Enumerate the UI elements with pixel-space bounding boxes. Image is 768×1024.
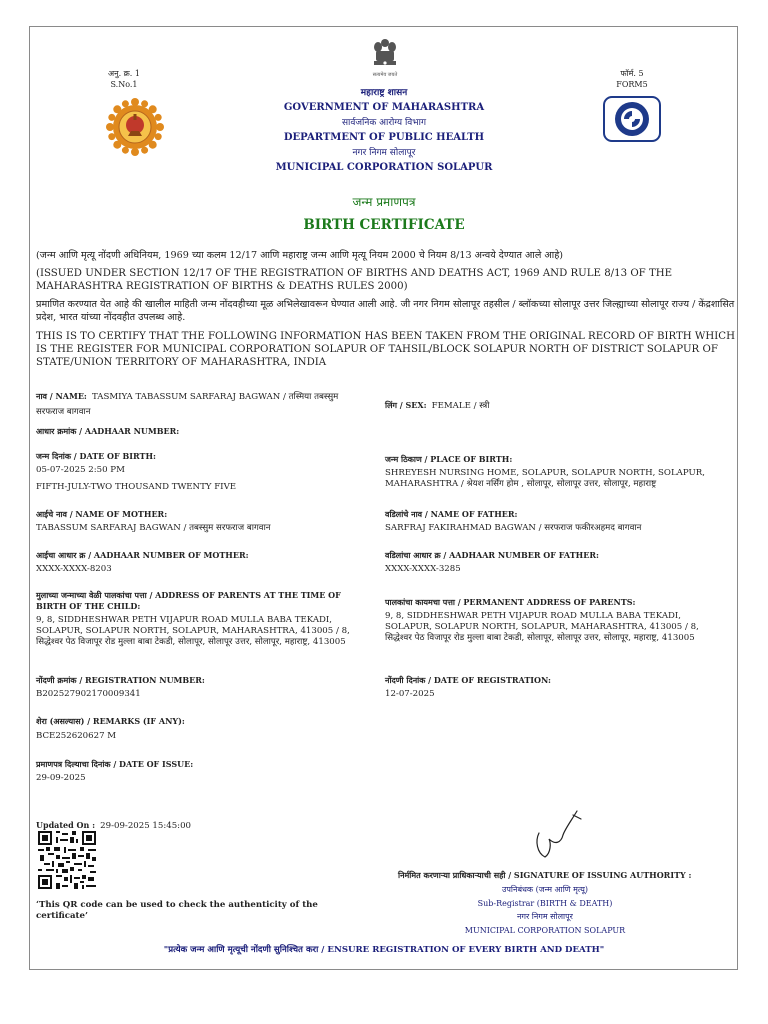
father-name-label: वडिलांचे नाव / NAME OF FATHER: <box>385 509 518 519</box>
name-label: नाव / NAME: <box>36 391 87 401</box>
address-at-birth-label: मुलाच्या जन्माच्या वेळी पालकांचा पत्ता / ADDRESS OF PARENTS AT THE TIME OF BIRTH OF THE CHILD: <box>36 590 341 611</box>
dob-label: जन्म दिनांक / DATE OF BIRTH: <box>36 451 156 461</box>
dob-value: 05-07-2025 2:50 PM <box>36 465 125 475</box>
signatory-corp: MUNICIPAL CORPORATION SOLAPUR <box>464 925 626 935</box>
serial-number <box>96 68 152 90</box>
signatory-title-marathi: उपनिबंधक (जन्म आणि मृत्यू) <box>502 885 588 894</box>
sex-value: FEMALE / स्त्री <box>431 401 490 411</box>
issued-under: (ISSUED UNDER SECTION 12/17 OF THE REGISTRATION OF BIRTHS AND DEATHS ACT, 1969 AND RULE 8/13 OF THE MAHARASHTRA REGISTRATION OF BIRTHS & DEATHS RULES 2000) <box>36 268 673 292</box>
qr-code-icon[interactable] <box>38 831 96 889</box>
father-aadhaar-label: वडिलांचा आधार क्र / AADHAAR NUMBER OF FATHER: <box>385 550 599 560</box>
registration-slogan: "प्रत्येक जन्म आणि मृत्यूची नोंदणी सुनिश्चित करा / ENSURE REGISTRATION OF EVERY BIRTH AND DEATH" <box>163 945 605 955</box>
dob-in-words: FIFTH-JULY-TWO THOUSAND TWENTY FIVE <box>36 482 237 492</box>
govt-marathi: महाराष्ट्र शासन <box>360 88 408 98</box>
certify-statement: THIS IS TO CERTIFY THAT THE FOLLOWING INFORMATION HAS BEEN TAKEN FROM THE ORIGINAL RECORD OF BIRTH WHICH IS THE REGISTER FOR MUNICIPAL CORPORATION SOLAPUR OF TAHSIL/BLOCK SOLAPUR NORTH OF DISTRICT SOLAPUR OF STATE/UNION TERRITORY OF MAHARASHTRA, INDIA <box>36 331 735 368</box>
mother-aadhaar-value: XXXX-XXXX-8203 <box>36 564 112 574</box>
registration-number-label: नोंदणी क्रमांक / REGISTRATION NUMBER: <box>36 675 205 685</box>
mother-name-value: TABASSUM SARFARAJ BAGWAN / तबस्सुम सरफराज बागवान <box>36 523 271 533</box>
updated-on-value: 29-09-2025 15:45:00 <box>100 821 192 831</box>
permanent-address-label: पालकांचा कायमचा पत्ता / PERMANENT ADDRESS OF PARENTS: <box>385 597 636 607</box>
remarks-value: BCE252620627 M <box>36 731 117 741</box>
address-at-birth-value: 9, 8, SIDDHESHWAR PETH VIJAPUR ROAD MULLA BABA TEKADI, SOLAPUR, SOLAPUR NORTH, SOLAPUR, MAHARASHTRA, 413005 / 8, सिद्धेश्वर पेठ विजापूर रोड मुल्ला बाबा टेकडी, सोलापूर, सोलापूर उत्तर, सोलापूर, महाराष्ट्र, 413005 <box>36 615 350 647</box>
govt-title: GOVERNMENT OF MAHARASHTRA <box>283 102 485 113</box>
emblem-motto: सत्यमेव जयते <box>372 72 398 78</box>
maharashtra-seal-icon <box>106 98 164 156</box>
updated-on-label: Updated On : <box>36 820 96 830</box>
registration-date-label: नोंदणी दिनांक / DATE OF REGISTRATION: <box>385 675 551 685</box>
certify-marathi: प्रमाणित करण्यात येत आहे की खालील माहिती जन्म नोंदवहीच्या मूळ अभिलेखावरून घेण्यात आली आहे. जी नगर निगम सोलापूर तहसील / ब्लॉकच्या सोलापूर उत्तर जिल्ह्याच्या सोलापूर राज्य / केंद्रशासित प्रदेश, भारत यांच्या नोंदवहीत उपलब्ध आहे. <box>36 299 735 323</box>
signature-icon <box>525 803 585 863</box>
signatory-title: Sub-Registrar (BIRTH & DEATH) <box>477 898 613 908</box>
registration-number-value: B202527902170009341 <box>36 689 141 699</box>
signatory-block <box>430 883 660 937</box>
header-block <box>184 86 584 176</box>
sex-field <box>385 393 715 412</box>
health-department-logo-icon <box>603 96 661 142</box>
updated-on <box>36 813 191 832</box>
corp-title: MUNICIPAL CORPORATION SOLAPUR <box>275 162 493 173</box>
signature-authority-label: निर्ममित करणाऱ्या प्राधिकाऱ्याची सही / SIGNATURE OF ISSUING AUTHORITY : <box>398 870 692 880</box>
sex-label: लिंग / SEX: <box>385 400 427 410</box>
name-field <box>36 388 366 418</box>
father-name-value: SARFRAJ FAKIRAHMAD BAGWAN / सरफराज फकीरअहमद बागवान <box>385 523 642 533</box>
permanent-address-value: 9, 8, SIDDHESHWAR PETH VIJAPUR ROAD MULLA BABA TEKADI, SOLAPUR, SOLAPUR NORTH, SOLAPUR, MAHARASHTRA, 413005 / 8, सिद्धेश्वर पेठ विजापूर रोड मुल्ला बाबा टेकडी, सोलापूर, सोलापूर उत्तर, सोलापूर, महाराष्ट्र, 413005 <box>385 611 699 643</box>
corp-marathi: नगर निगम सोलापूर <box>352 148 416 158</box>
name-value: TASMIYA TABASSUM SARFARAJ BAGWAN / तस्मिया तबस्सुम सरफराज बागवान <box>36 392 339 417</box>
pob-value: SHREYESH NURSING HOME, SOLAPUR, SOLAPUR NORTH, SOLAPUR, MAHARASHTRA / श्रेयश नर्सिंग होम , सोलापूर, सोलापूर उत्तर, सोलापूर, महाराष्ट्र <box>385 468 705 489</box>
registration-date-value: 12-07-2025 <box>385 689 435 699</box>
father-aadhaar-value: XXXX-XXXX-3285 <box>385 564 461 574</box>
dept-title: DEPARTMENT OF PUBLIC HEALTH <box>283 132 485 143</box>
qr-authenticity-note: ‘This QR code can be used to check the authenticity of the certificate’ <box>36 900 318 921</box>
aadhaar-label: आधार क्रमांक / AADHAAR NUMBER: <box>36 426 180 436</box>
issued-under-marathi: (जन्म आणि मृत्यू नोंदणी अधिनियम, 1969 च्या कलम 12/17 आणि महाराष्ट्र जन्म आणि मृत्यू नियम 2000 चे नियम 8/13 अन्वये देण्यात आले आहे) <box>36 250 564 261</box>
serial-marathi: अनु. क्र. 1 <box>108 69 140 78</box>
form-english: FORM5 <box>616 80 648 89</box>
mother-name-label: आईचे नाव / NAME OF MOTHER: <box>36 509 168 519</box>
issue-date-label: प्रमाणपत्र दिल्याचा दिनांक / DATE OF ISSUE: <box>36 759 194 769</box>
form-number <box>604 68 660 90</box>
national-emblem-icon <box>372 38 398 74</box>
form-marathi: फॉर्म. 5 <box>620 69 644 78</box>
title-marathi: जन्म प्रमाणपत्र <box>352 195 416 209</box>
pob-label: जन्म ठिकाण / PLACE OF BIRTH: <box>385 454 513 464</box>
mother-aadhaar-label: आईचा आधार क्र / AADHAAR NUMBER OF MOTHER: <box>36 550 249 560</box>
certificate-title: BIRTH CERTIFICATE <box>303 217 465 233</box>
serial-english: S.No.1 <box>110 80 138 89</box>
remarks-label: शेरा (असल्यास) / REMARKS (IF ANY): <box>36 716 185 726</box>
issue-date-value: 29-09-2025 <box>36 773 86 783</box>
signatory-corp-marathi: नगर निगम सोलापूर <box>517 912 573 921</box>
dept-marathi: सार्वजनिक आरोग्य विभाग <box>341 118 427 128</box>
